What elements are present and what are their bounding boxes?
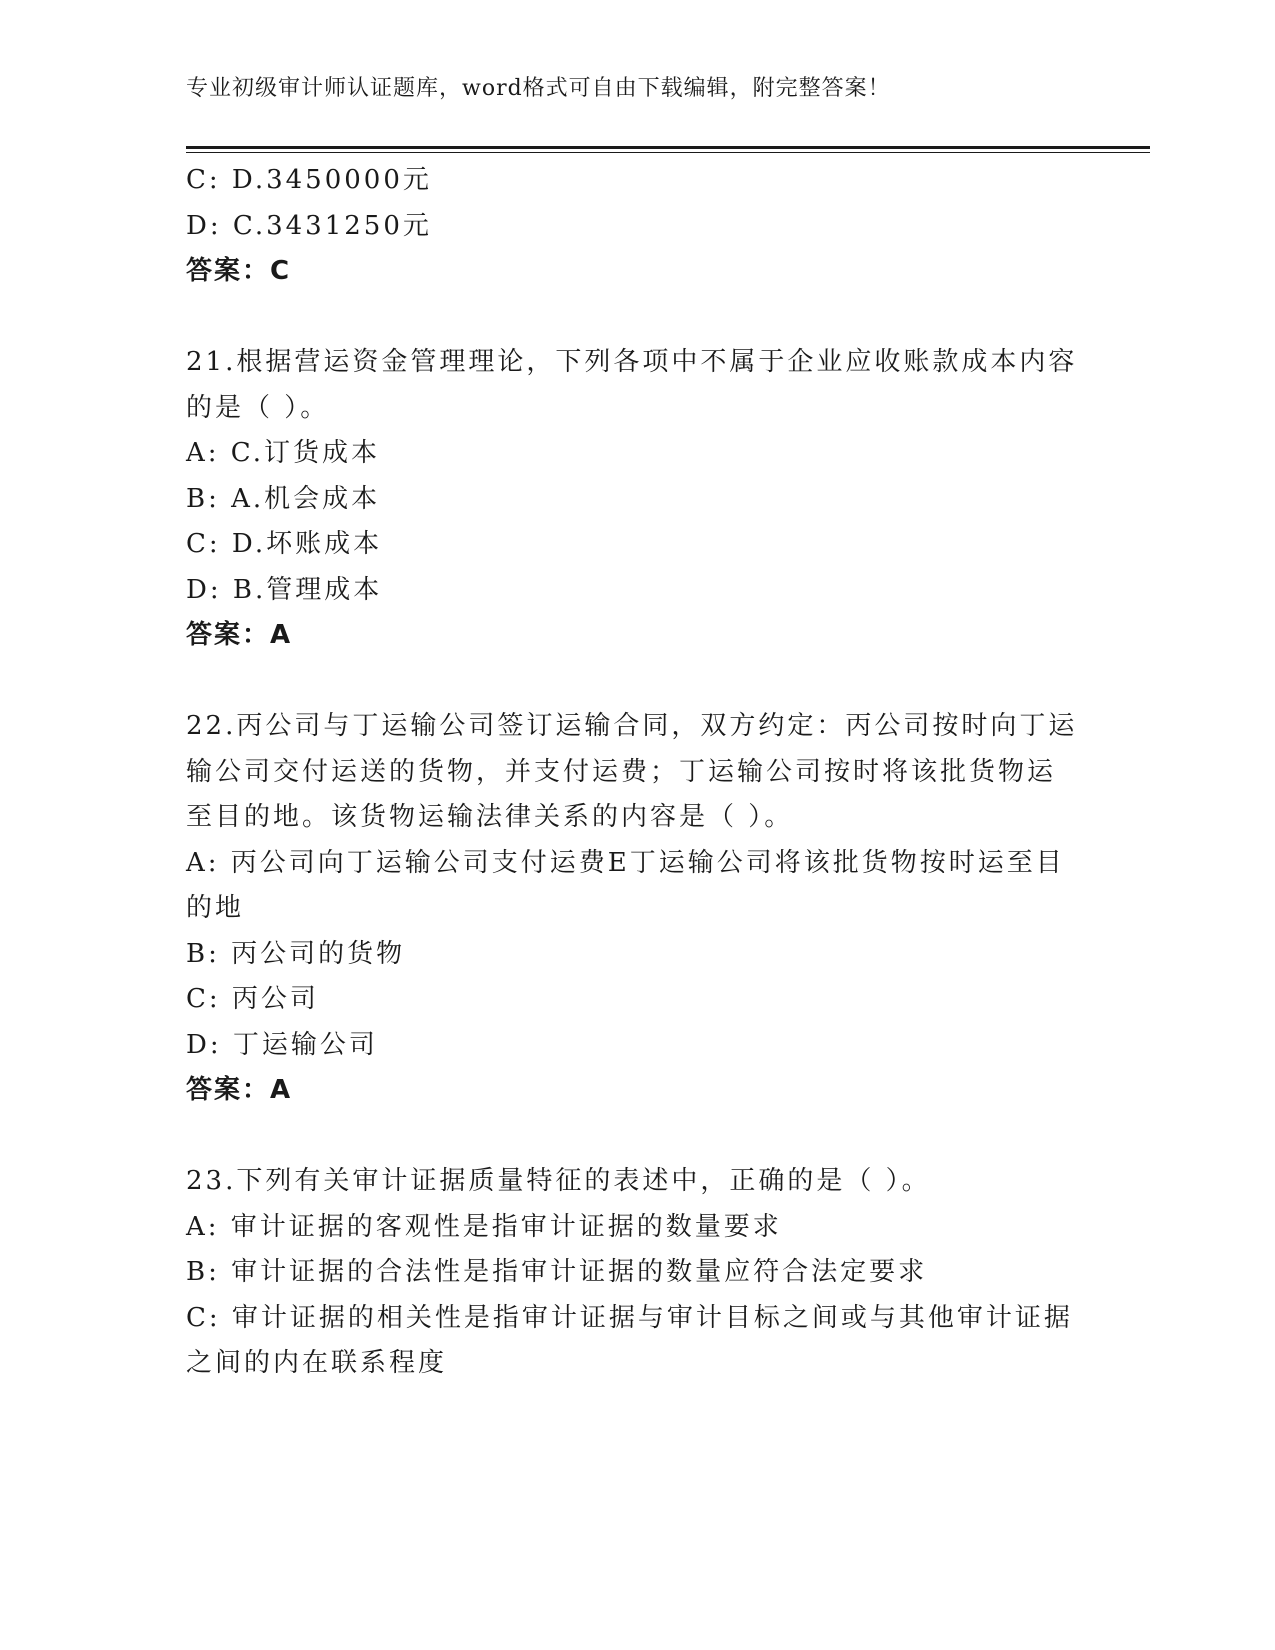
option-a: A: 丙公司向丁运输公司支付运费E丁运输公司将该批货物按时运至目 <box>186 847 1065 878</box>
spacer <box>186 295 1086 341</box>
answer: 答案：C <box>186 256 292 286</box>
page-header: 专业初级审计师认证题库，word格式可自由下载编辑，附完整答案！ <box>186 76 891 101</box>
document-body <box>186 158 1086 1387</box>
question-stem-line: 22.丙公司与丁运输公司签订运输合同，双方约定：丙公司按时向丁运 <box>186 711 1078 741</box>
question-23 <box>186 1159 1086 1387</box>
prev-question <box>186 158 1086 295</box>
option-d: D: B.管理成本 <box>186 574 383 605</box>
option-a: A: 审计证据的客观性是指审计证据的数量要求 <box>186 1211 782 1242</box>
option-b: B: 审计证据的合法性是指审计证据的数量应符合法定要求 <box>186 1257 928 1287</box>
option-a: A: C.订货成本 <box>186 438 381 468</box>
option-d: D: C.3431250元 <box>186 210 432 241</box>
option-c: C: D.坏账成本 <box>186 529 383 559</box>
question-stem-line: 至目的地。该货物运输法律关系的内容是（ ）。 <box>186 802 794 832</box>
spacer <box>186 659 1086 705</box>
header-rule-thin <box>186 152 1150 153</box>
option-c: C: D.3450000元 <box>186 165 432 195</box>
question-21 <box>186 340 1086 659</box>
header-rule <box>186 146 1150 149</box>
spacer <box>186 1114 1086 1160</box>
option-a-continued: 的地 <box>186 893 245 923</box>
option-b: B: A.机会成本 <box>186 483 381 514</box>
question-stem-line: 21.根据营运资金管理理论，下列各项中不属于企业应收账款成本内容 <box>186 347 1078 377</box>
option-b: B: 丙公司的货物 <box>186 938 406 969</box>
option-c-continued: 之间的内在联系程度 <box>186 1348 448 1378</box>
option-d: D: 丁运输公司 <box>186 1029 378 1060</box>
question-stem-line: 23.下列有关审计证据质量特征的表述中，正确的是（ ）。 <box>186 1166 931 1196</box>
answer: 答案：A <box>186 620 293 650</box>
question-stem-line: 的是（ ）。 <box>186 392 330 423</box>
question-22 <box>186 704 1086 1114</box>
option-c: C: 审计证据的相关性是指审计证据与审计目标之间或与其他审计证据 <box>186 1302 1073 1333</box>
answer: 答案：A <box>186 1075 293 1105</box>
option-c: C: 丙公司 <box>186 984 319 1014</box>
question-stem-line: 输公司交付运送的货物，并支付运费；丁运输公司按时将该批货物运 <box>186 756 1057 787</box>
